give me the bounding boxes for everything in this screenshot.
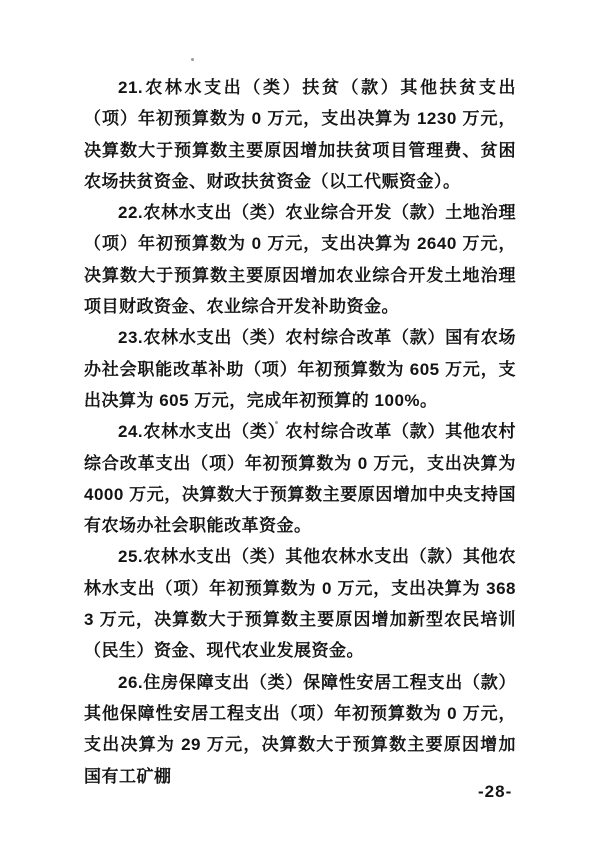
paragraph-26: 26.住房保障支出（类）保障性安居工程支出（款）其他保障性安居工程支出（项）年初预算数为 0 万元，支出决算为 29 万元，决算数大于预算数主要原因增加国有工矿棚	[84, 672, 516, 786]
page-number: -28-	[478, 782, 513, 801]
paragraph-21: 21.农林水支出（类）扶贫（款）其他扶贫支出（项）年初预算数为 0 万元，支出决算为 1230 万元，决算数大于预算数主要原因增加扶贫项目管理费、贫困农场扶贫资金、财政扶贫资金（以工代赈资金）。	[84, 78, 516, 191]
document-body	[84, 72, 516, 792]
scan-artifact-dot	[191, 58, 194, 61]
paragraph-22: 22.农林水支出（类）农业综合开发（款）土地治理（项）年初预算数为 0 万元，支出决算为 2640 万元，决算数大于预算数主要原因增加农业综合开发土地治理项目财政资金、农业综合开发补助资金。	[84, 203, 516, 317]
paragraph-23: 23.农林水支出（类）农村综合改革（款）国有农场办社会职能改革补助（项）年初预算数为 605 万元，支出决算为 605 万元，完成年初预算的 100%。	[84, 328, 516, 410]
paragraph-25: 25.农林水支出（类）其他农林水支出（款）其他农林水支出（项）年初预算数为 0 万元，支出决算为 3683 万元，决算数大于预算数主要原因增加新型农民培训（民生）资金、现代农业发展资金。	[84, 547, 516, 661]
paragraph-24: 24.农林水支出（类）农村综合改革（款）其他农村综合改革支出（项）年初预算数为 0 万元，支出决算为 4000 万元，决算数大于预算数主要原因增加中央支持国有农场办社会职能改革资金。	[84, 422, 516, 536]
